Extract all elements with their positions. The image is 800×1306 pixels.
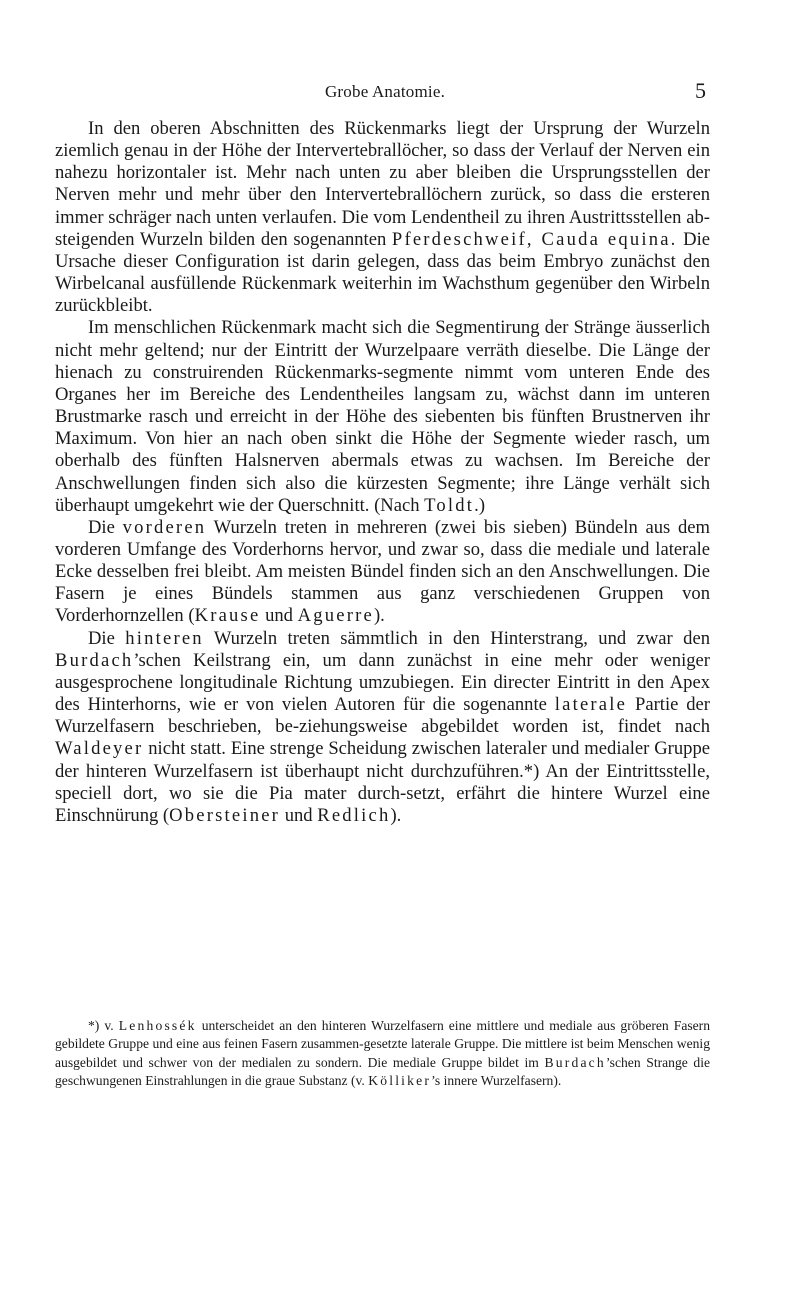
spaced-name: Redlich <box>317 804 391 826</box>
spaced-name: Kölliker <box>368 1073 432 1089</box>
spaced-name: hinteren <box>125 627 204 649</box>
text-run: Die Ursache dieser Configuration ist darin gelegen, dass das beim Embryo zunächst den Wirbelcanal ausfüllende Rückenmark weiterhin im Wachsthum gegenüber den Wirbeln zurückbleibt. <box>55 228 710 317</box>
spaced-name: laterale <box>554 694 628 716</box>
footnote <box>55 1017 710 1091</box>
text-run: .) <box>474 494 486 516</box>
paragraph <box>55 628 710 827</box>
text-run: und <box>260 605 298 627</box>
text-run: Wurzeln treten in mehreren (zwei bis sieben) Bündeln aus dem vorderen Umfange des Vorderhorns hervor, und zwar so, dass die mediale und laterale Ecke desselben frei bleibt. Am meisten Bündel finden sich an den Anschwellungen. Die Fasern je eines Bündels stammen aus ganz verschiedenen Gruppen von Vorderhornzellen ( <box>55 516 711 627</box>
text-run: ’schen Strange die geschwungenen Einstrahlungen in die graue Substanz (v. <box>55 1054 711 1089</box>
page-number: 5 <box>695 78 706 103</box>
text-run: ’s innere Wurzelfasern). <box>431 1073 562 1089</box>
spaced-name: Waldeyer <box>55 738 144 760</box>
paragraph <box>55 517 710 628</box>
text-run: ). <box>373 605 385 627</box>
spaced-name: Obersteiner <box>169 804 281 826</box>
spaced-name: Pferdeschweif, Cauda equina. <box>391 228 678 250</box>
running-title: Grobe Anatomie. <box>324 82 446 101</box>
spaced-name: Burdach <box>544 1054 606 1070</box>
spaced-name: Lenhossék <box>118 1018 197 1033</box>
text-run: Die <box>88 627 126 649</box>
body-text <box>55 118 710 827</box>
text-run: Partie der Wurzelfasern beschrieben, be-ziehungsweise abgebildet worden ist, findet nach <box>55 694 710 738</box>
text-run: und <box>280 804 318 826</box>
text-run: In den oberen Abschnitten des Rückenmarks liegt der Ursprung der Wurzeln ziemlich genau in der Höhe der Intervertebrallöcher, so dass der Verlauf der Nerven ein nahezu horizontaler ist. Mehr nach unten zu aber bleiben die Ursprungsstellen der Nerven mehr und mehr über den Intervertebrallöchern zurück, so dass die ersteren immer schräger nach unten verlaufen. Die vom Lendentheil zu ihren Austrittsstellen ab-steigenden Wurzeln bilden den sogenannten <box>55 118 710 250</box>
text-run: nicht statt. Eine strenge Scheidung zwischen lateraler und medialer Gruppe der hinteren Wurzelfasern ist überhaupt nicht durchzuführen.*) An der Eintrittsstelle, speciell dort, wo sie die Pia mater durch-setzt, erfährt die hintere Wurzel eine Einschnürung ( <box>55 738 710 826</box>
paragraph <box>55 317 710 516</box>
text-run: ’schen Keilstrang ein, um dann zunächst in eine mehr oder weniger ausgesprochene longitudinale Richtung umzubiegen. Ein directer Eintritt in den Apex des Hinterhorns, wie er von vielen Autoren für die sogenannte <box>55 649 710 716</box>
text-run: Wurzeln treten sämmtlich in den Hinterstrang, und zwar den <box>203 627 710 649</box>
text-run: Die <box>88 516 123 538</box>
spaced-name: Burdach <box>55 649 134 671</box>
footnote-text <box>55 1017 710 1091</box>
spaced-name: Aguerre <box>297 605 374 627</box>
spaced-name: Krause <box>194 605 261 627</box>
paragraph <box>55 118 710 317</box>
text-run: ). <box>390 804 402 826</box>
spaced-name: Toldt <box>424 494 475 516</box>
text-run: *) v. <box>88 1018 119 1033</box>
text-run: Im menschlichen Rückenmark macht sich die Segmentirung der Stränge äusserlich nicht mehr geltend; nur der Eintritt der Wurzelpaare verräth dieselbe. Die Länge der hienach zu construirenden Rückenmarks-segmente nimmt vom unteren Ende des Organes her im Bereiche des Lendentheiles langsam zu, wächst dann im unteren Brustmarke rasch und erreicht in der Höhe des siebenten bis fünften Brustnerven ihr Maximum. Von hier an nach oben sinkt die Höhe der Segmente wieder rasch, um oberhalb des fünften Halsnerven abermals etwas zu wachsen. Im Bereiche der Anschwellungen finden sich also die kürzesten Segmente; ihre Länge verhält sich überhaupt umgekehrt wie der Querschnitt. (Nach <box>55 317 710 516</box>
spaced-name: vorderen <box>122 516 207 538</box>
text-run: unterscheidet an den hinteren Wurzelfasern eine mittlere und mediale aus gröberen Fasern gebildete Gruppe und eine aus feinen Fasern zusammen-gesetzte laterale Gruppe. Die mittlere ist beim Menschen wenig ausgebildet und schwer von der medialen zu sondern. Die mediale Gruppe bildet im <box>55 1018 710 1070</box>
